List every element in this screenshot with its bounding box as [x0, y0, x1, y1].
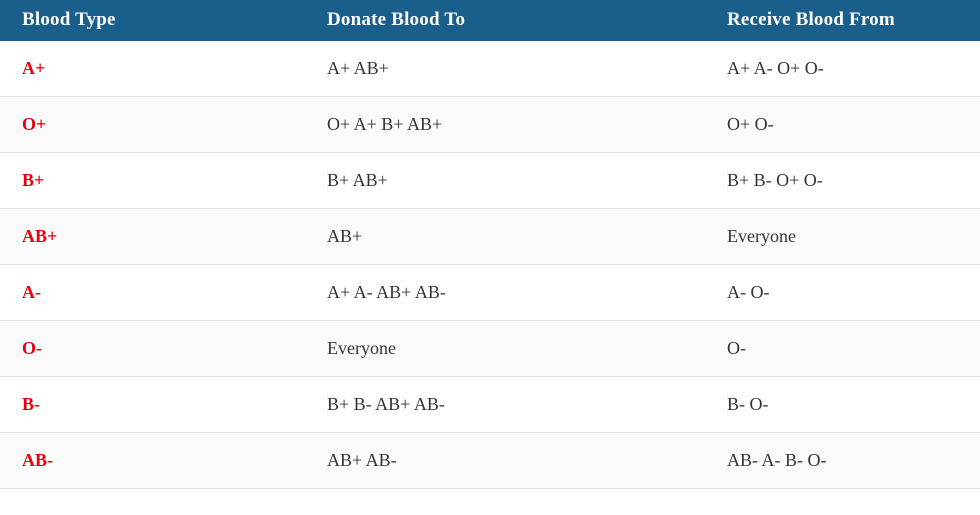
cell-receive-from: A- O-	[717, 265, 980, 321]
table-row	[0, 41, 980, 97]
cell-receive-from: AB- A- B- O-	[717, 433, 980, 489]
cell-receive-from: Everyone	[717, 209, 980, 265]
cell-blood-type: O+	[0, 97, 305, 153]
column-header-blood-type: Blood Type	[0, 0, 305, 41]
cell-donate-to: Everyone	[305, 321, 717, 377]
column-header-receive-blood-from: Receive Blood From	[717, 0, 980, 41]
cell-donate-to: O+ A+ B+ AB+	[305, 97, 717, 153]
table-row	[0, 209, 980, 265]
table-header	[0, 0, 980, 41]
table-header-row	[0, 0, 980, 41]
cell-blood-type: AB-	[0, 433, 305, 489]
table-row	[0, 377, 980, 433]
cell-donate-to: A+ AB+	[305, 41, 717, 97]
cell-donate-to: B+ AB+	[305, 153, 717, 209]
cell-donate-to: AB+ AB-	[305, 433, 717, 489]
cell-receive-from: B+ B- O+ O-	[717, 153, 980, 209]
table-body	[0, 41, 980, 489]
cell-blood-type: A-	[0, 265, 305, 321]
bottom-spacer	[0, 489, 980, 507]
table-row	[0, 153, 980, 209]
cell-receive-from: O+ O-	[717, 97, 980, 153]
cell-receive-from: O-	[717, 321, 980, 377]
cell-receive-from: B- O-	[717, 377, 980, 433]
cell-receive-from: A+ A- O+ O-	[717, 41, 980, 97]
table-row	[0, 433, 980, 489]
cell-blood-type: B-	[0, 377, 305, 433]
cell-donate-to: B+ B- AB+ AB-	[305, 377, 717, 433]
column-header-donate-blood-to: Donate Blood To	[305, 0, 717, 41]
table-row	[0, 97, 980, 153]
cell-donate-to: AB+	[305, 209, 717, 265]
table-row	[0, 265, 980, 321]
cell-blood-type: A+	[0, 41, 305, 97]
table-row	[0, 321, 980, 377]
cell-donate-to: A+ A- AB+ AB-	[305, 265, 717, 321]
cell-blood-type: B+	[0, 153, 305, 209]
cell-blood-type: O-	[0, 321, 305, 377]
cell-blood-type: AB+	[0, 209, 305, 265]
